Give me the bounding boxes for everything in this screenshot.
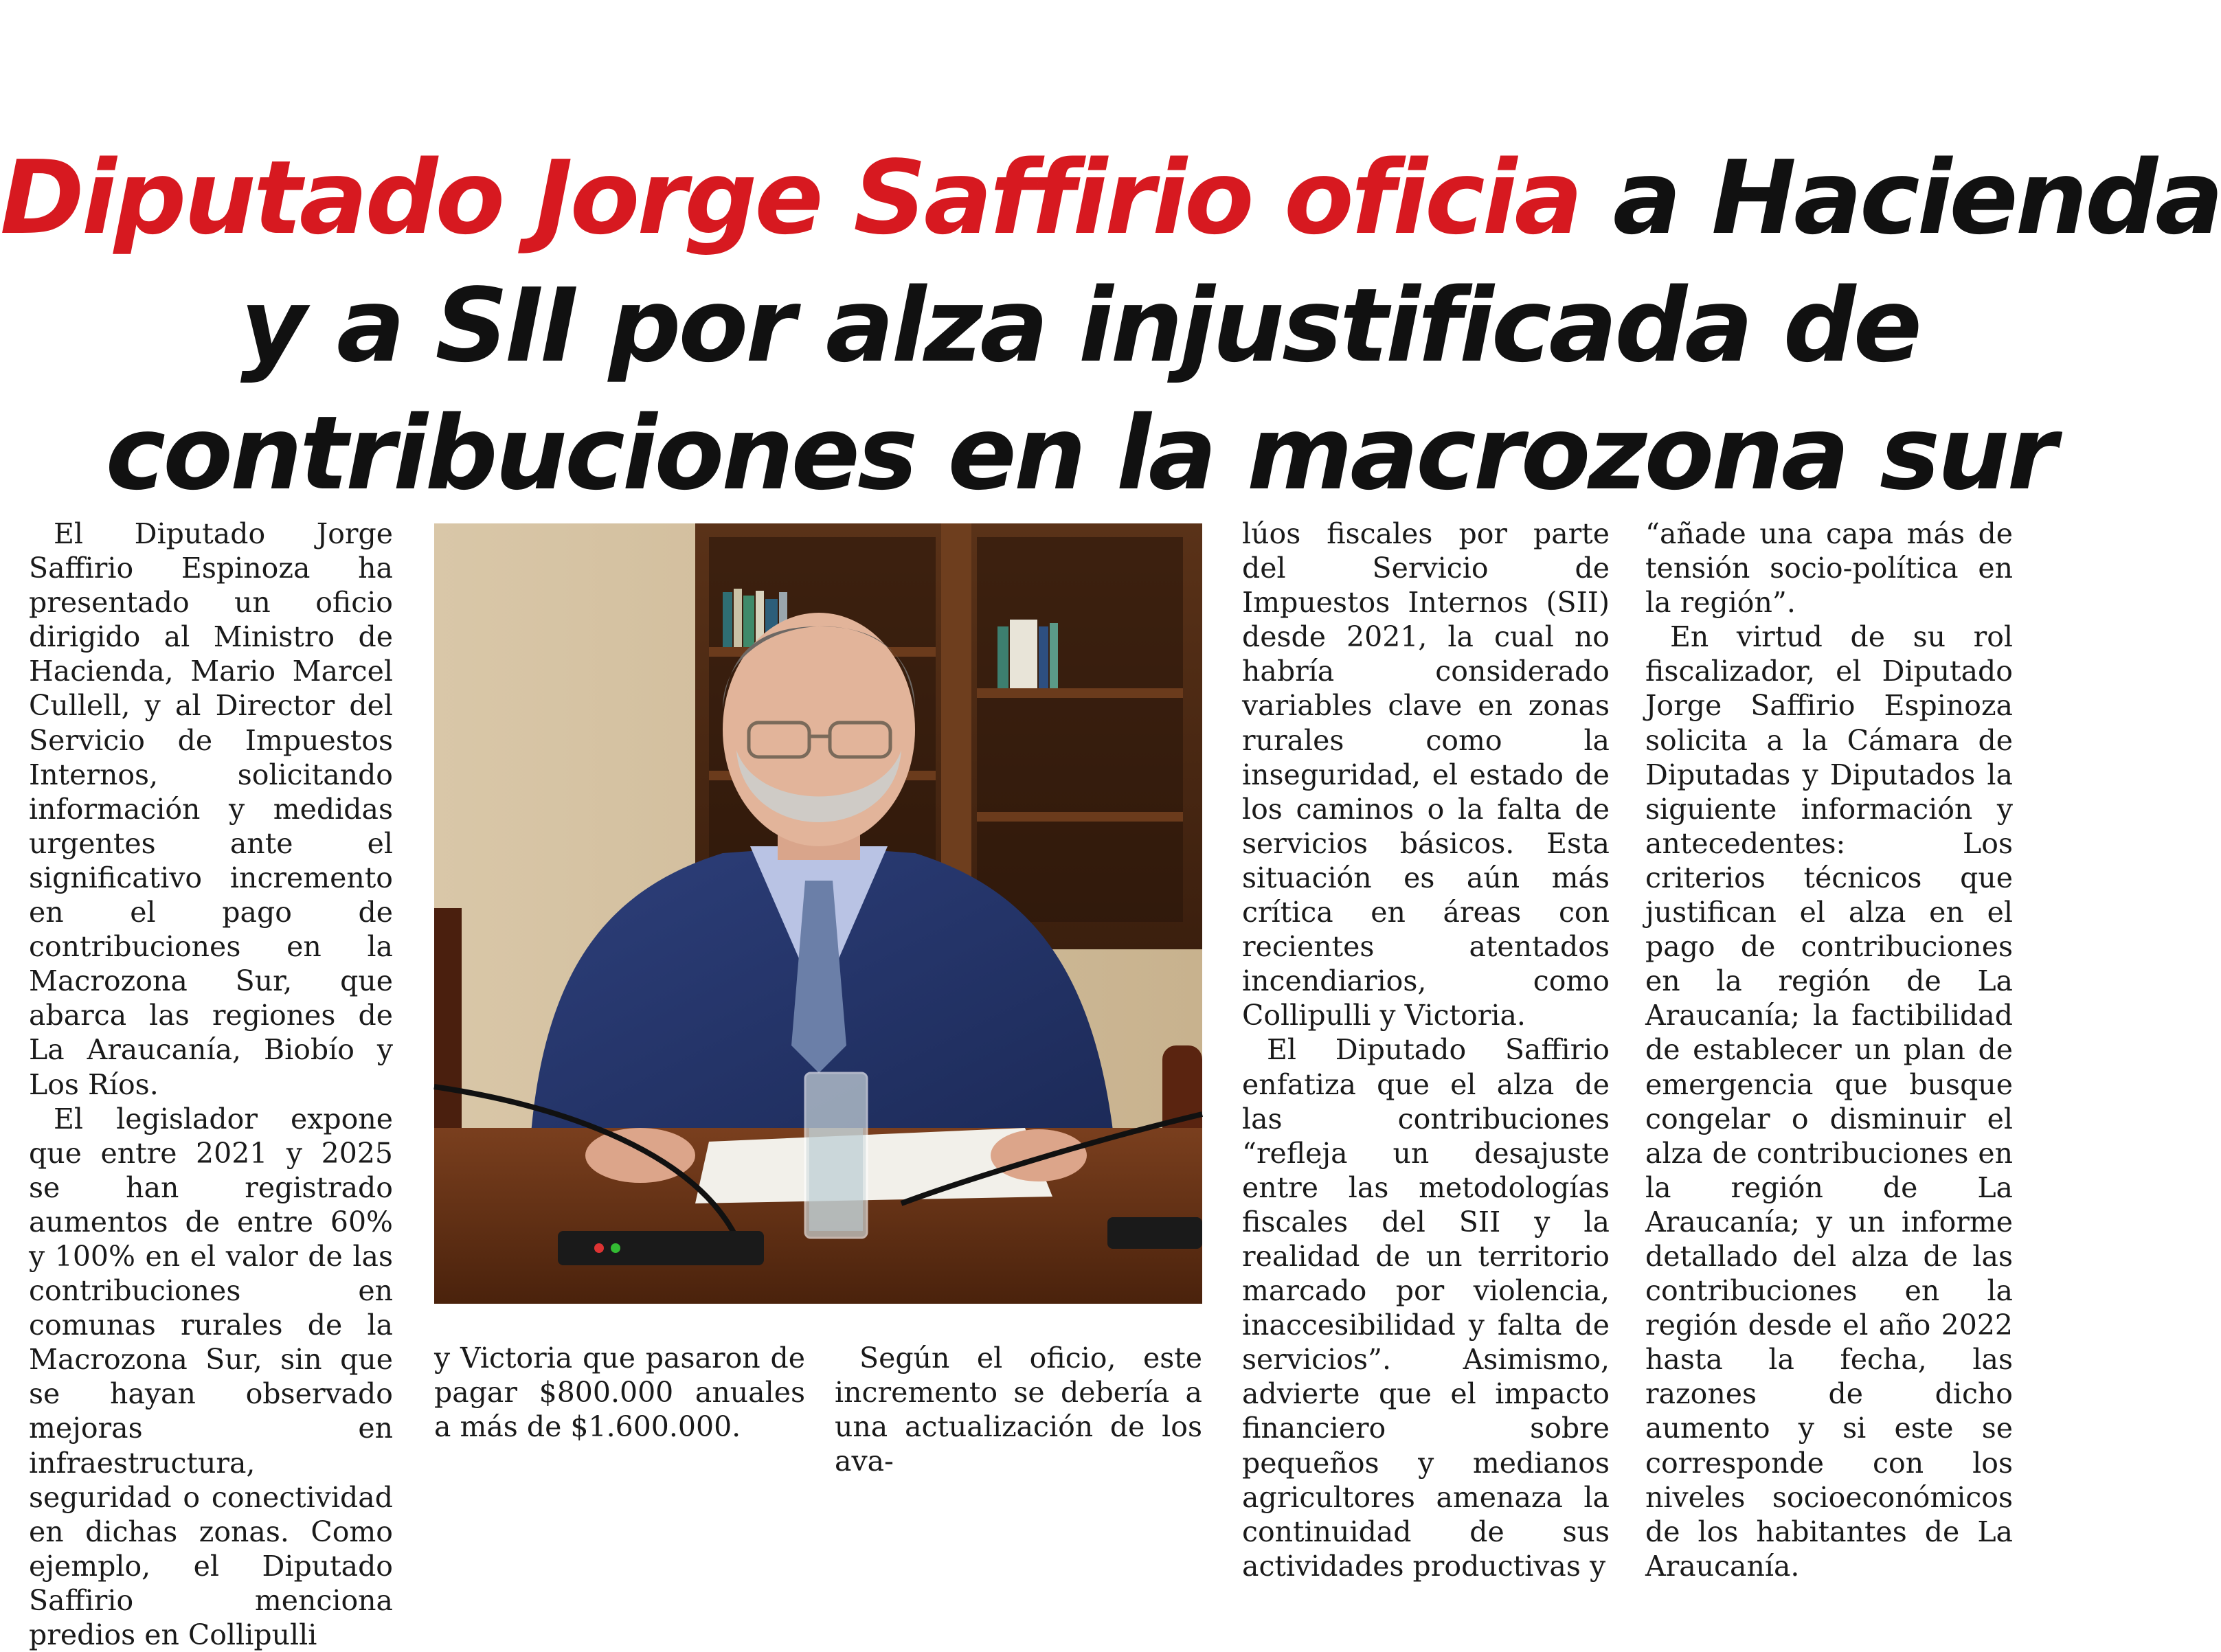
column-3-paragraph-1: Según el oficio, este incremento se debería a una actualización de los ava-: [835, 1342, 1202, 1478]
article-column-2: [434, 1341, 805, 1444]
headline-line-2: y a SII por alza injustificada de: [240, 267, 1920, 385]
column-5-paragraph-1: “añade una capa más de tensión socio-política en la región”.: [1645, 517, 2013, 620]
article-column-3: [835, 1341, 1202, 1478]
headline: [0, 134, 2221, 517]
deputy-photo: [434, 523, 1202, 1304]
article-column-4: [1242, 517, 1610, 1583]
deputy-photo-illustration: [434, 523, 1202, 1304]
headline-line-3: contribuciones en la macrozona sur: [105, 394, 2055, 512]
column-4-paragraph-1: lúos fiscales por parte del Servicio de Impuestos Internos (SII) desde 2021, la cual no habría considerado variables clave en zonas rurales como la inseguridad, el estado de los caminos o la falta de servicios básicos. Esta situación es aún más crítica en áreas con recientes atentados incendiarios, como Collipulli y Victoria.: [1242, 517, 1610, 1032]
article-column-1: [29, 517, 393, 1652]
column-5-paragraph-2: En virtud de su rol fiscalizador, el Diputado Jorge Saffirio Espinoza solicita a la Cámara de Diputadas y Diputados la siguiente información y antecedentes: Los criterios técnicos que justifican el alza en el pago de contribuciones en la región de La Araucanía; la factibilidad de establecer un plan de emergencia que busque congelar o disminuir el alza de contribuciones en la región de La Araucanía; y un informe detallado del alza de las contribuciones en la región desde el año 2022 hasta la fecha, las razones de dicho aumento y si este se corresponde con los niveles socioeconómicos de los habitantes de La Araucanía.: [1645, 620, 2013, 1583]
column-2-paragraph-1: y Victoria que pasaron de pagar $800.000 anuales a más de $1.600.000.: [434, 1342, 805, 1444]
article-column-5: [1645, 517, 2013, 1583]
column-1-paragraph-2: El legislador expone que entre 2021 y 2025 se han registrado aumentos de entre 60% y 100% en el valor de las contribuciones en comunas rurales de la Macrozona Sur, sin que se hayan observado mejoras en infraestructura, seguridad o conectividad en dichas zonas. Como ejemplo, el Diputado Saffirio menciona predios en Collipulli: [29, 1102, 393, 1651]
headline-black-part: a Hacienda: [1612, 139, 2221, 257]
column-1-paragraph-1: El Diputado Jorge Saffirio Espinoza ha presentado un oficio dirigido al Ministro de Hacienda, Mario Marcel Cullell, y al Director del Servicio de Impuestos Internos, solicitando información y medidas urgentes ante el significativo incremento en el pago de contribuciones en la Macrozona Sur, que abarca las regiones de La Araucanía, Biobío y Los Ríos.: [29, 517, 393, 1101]
headline-red-part: Diputado Jorge Saffirio oficia: [0, 139, 1581, 257]
column-4-paragraph-2: El Diputado Saffirio enfatiza que el alza de las contribuciones “refleja un desajuste entre las metodologías fiscales del SII y la realidad de un territorio marcado por violencia, inaccesibilidad y falta de servicios”. Asimismo, advierte que el impacto financiero sobre pequeños y medianos agricultores amenaza la continuidad de sus actividades productivas y: [1242, 1033, 1610, 1583]
headline-line-1: [0, 134, 2221, 262]
